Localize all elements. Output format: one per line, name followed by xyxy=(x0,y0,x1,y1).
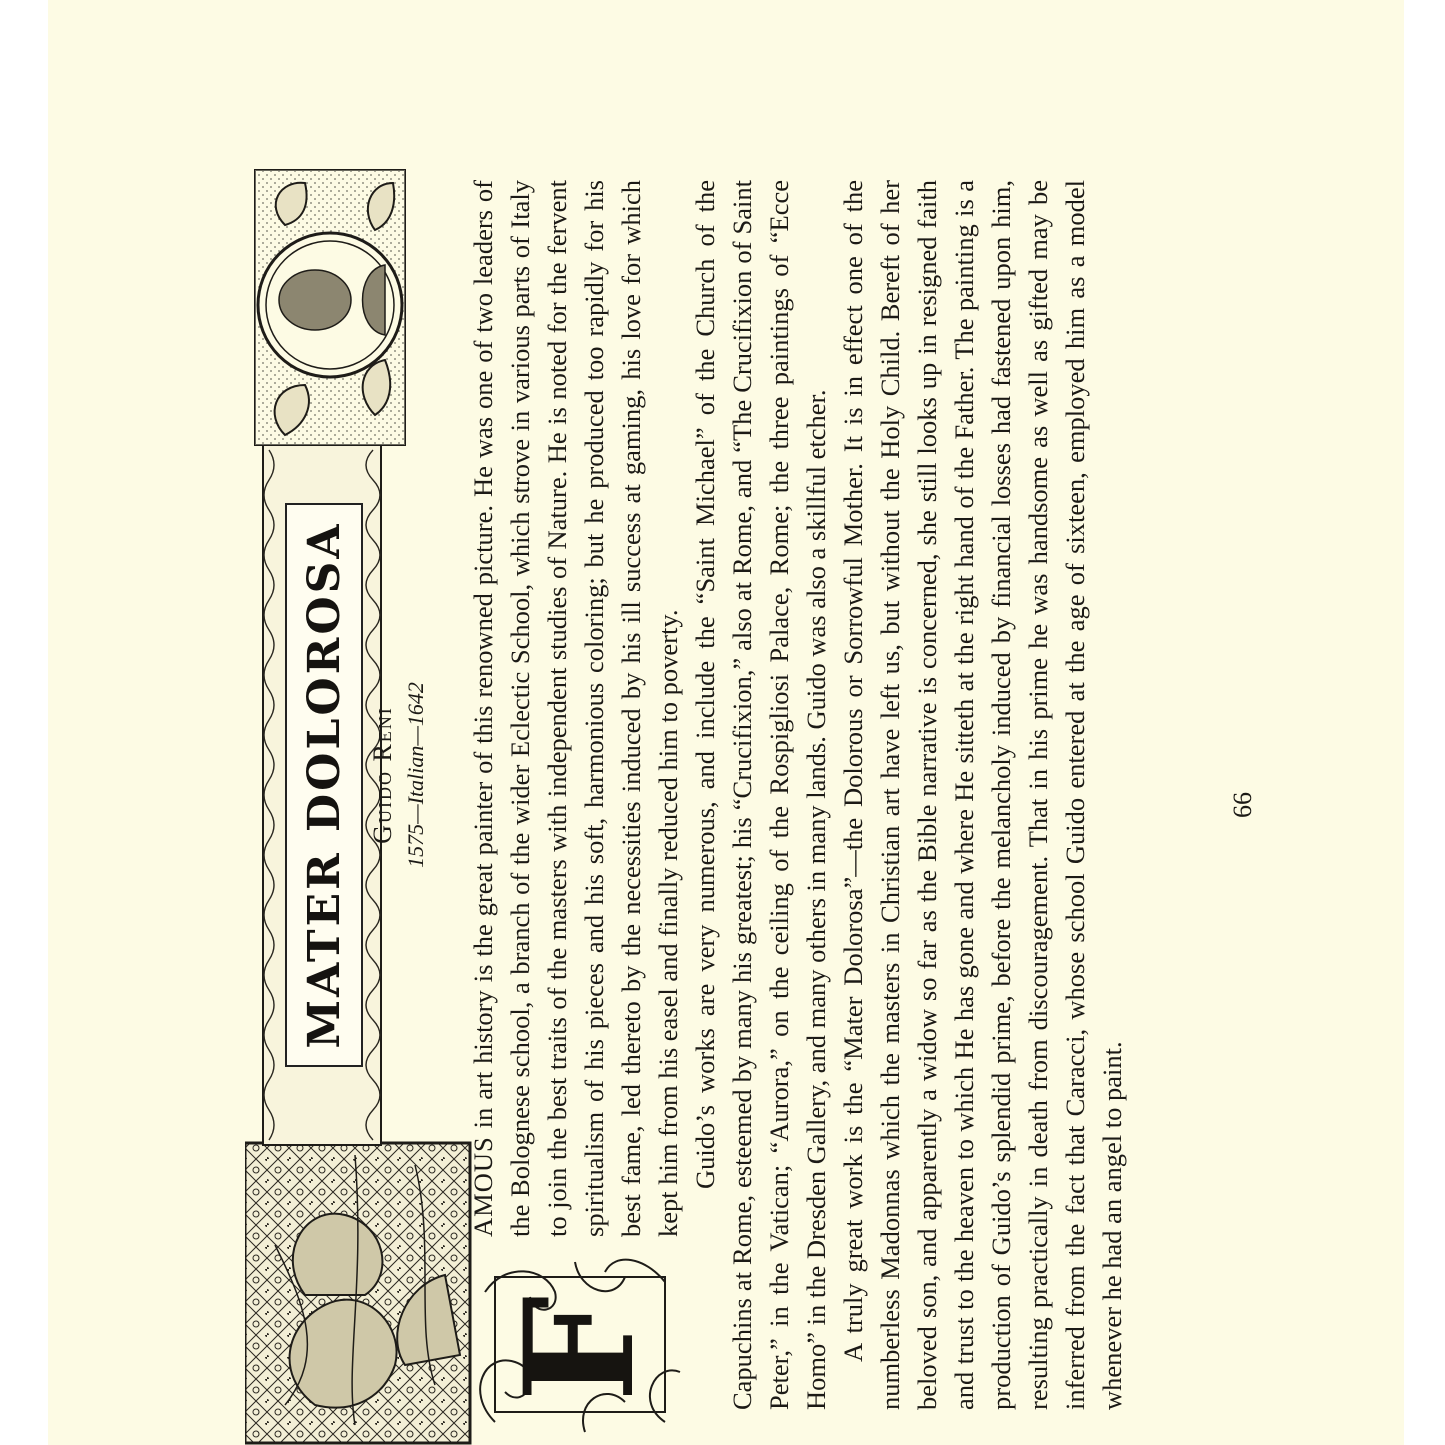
title-plate xyxy=(285,503,363,1067)
artist-name: Guido Reni xyxy=(368,706,397,844)
drop-cap xyxy=(465,1247,695,1442)
page-number: 66 xyxy=(1228,792,1257,818)
page-title: MATER DOLOROSA xyxy=(298,521,350,1049)
paragraph-1 xyxy=(465,180,687,1410)
article-body xyxy=(465,180,1131,1410)
portrait-figure xyxy=(279,265,385,335)
drop-cap-letter: F xyxy=(492,1295,668,1402)
header-banner xyxy=(245,165,475,1445)
paragraph-2: Guido’s works are very numerous, and include the “Saint Michael” of the Church of the Capuchins at Rome, esteemed by many his greatest; his “Crucifixion,” also at Rome, and “The Crucifixion of Saint Peter,” in the Vatican; “Aurora,” on the ceiling of the Rospigliosi Palace, Rome; the three paintings of “Ecce Homo” in the Dresden Gallery, and many others in many lands. Guido was also a skillful etcher. xyxy=(690,180,831,1410)
paragraph-1-text: in art history is the great painter of this renowned picture. He was one of two leaders of the Bolognese school, a branch of the wider Eclectic School, which strove in various parts of Italy to join the best traits of the masters with independent studies of Nature. He is noted for the fervent spiritualism of his pieces and his soft, harmonious coloring; but he produced too rapidly for his best fame, led thereto by the necessities induced by his ill success at gaming, his love for which kept him from his easel and finally reduced him to poverty. xyxy=(468,180,683,1237)
first-word: AMOUS xyxy=(468,1136,498,1237)
paragraph-3: A truly great work is the “Mater Dolorosa”—the Dolorous or Sorrowful Mother. It is in effect one of the numberless Madonnas which the masters in Christian art have left us, but without the Holy Child. Bereft of her beloved son, and apparently a widow so far as the Bible narrative is concerned, she still looks up in resigned faith and trust to the heaven to which He has gone and where He sitteth at the right hand of the Father. The painting is a production of Guido’s splendid prime, before the melancholy induced by financial losses had fastened upon him, resulting practically in death from discouragement. That in his prime he was handsome as well as gifted may be inferred from the fact that Caracci, whose school Guido entered at the age of sixteen, employed him as a model whenever he had an angel to paint. xyxy=(838,180,1127,1410)
artist-dates: 1575—Italian—1642 xyxy=(403,682,428,868)
